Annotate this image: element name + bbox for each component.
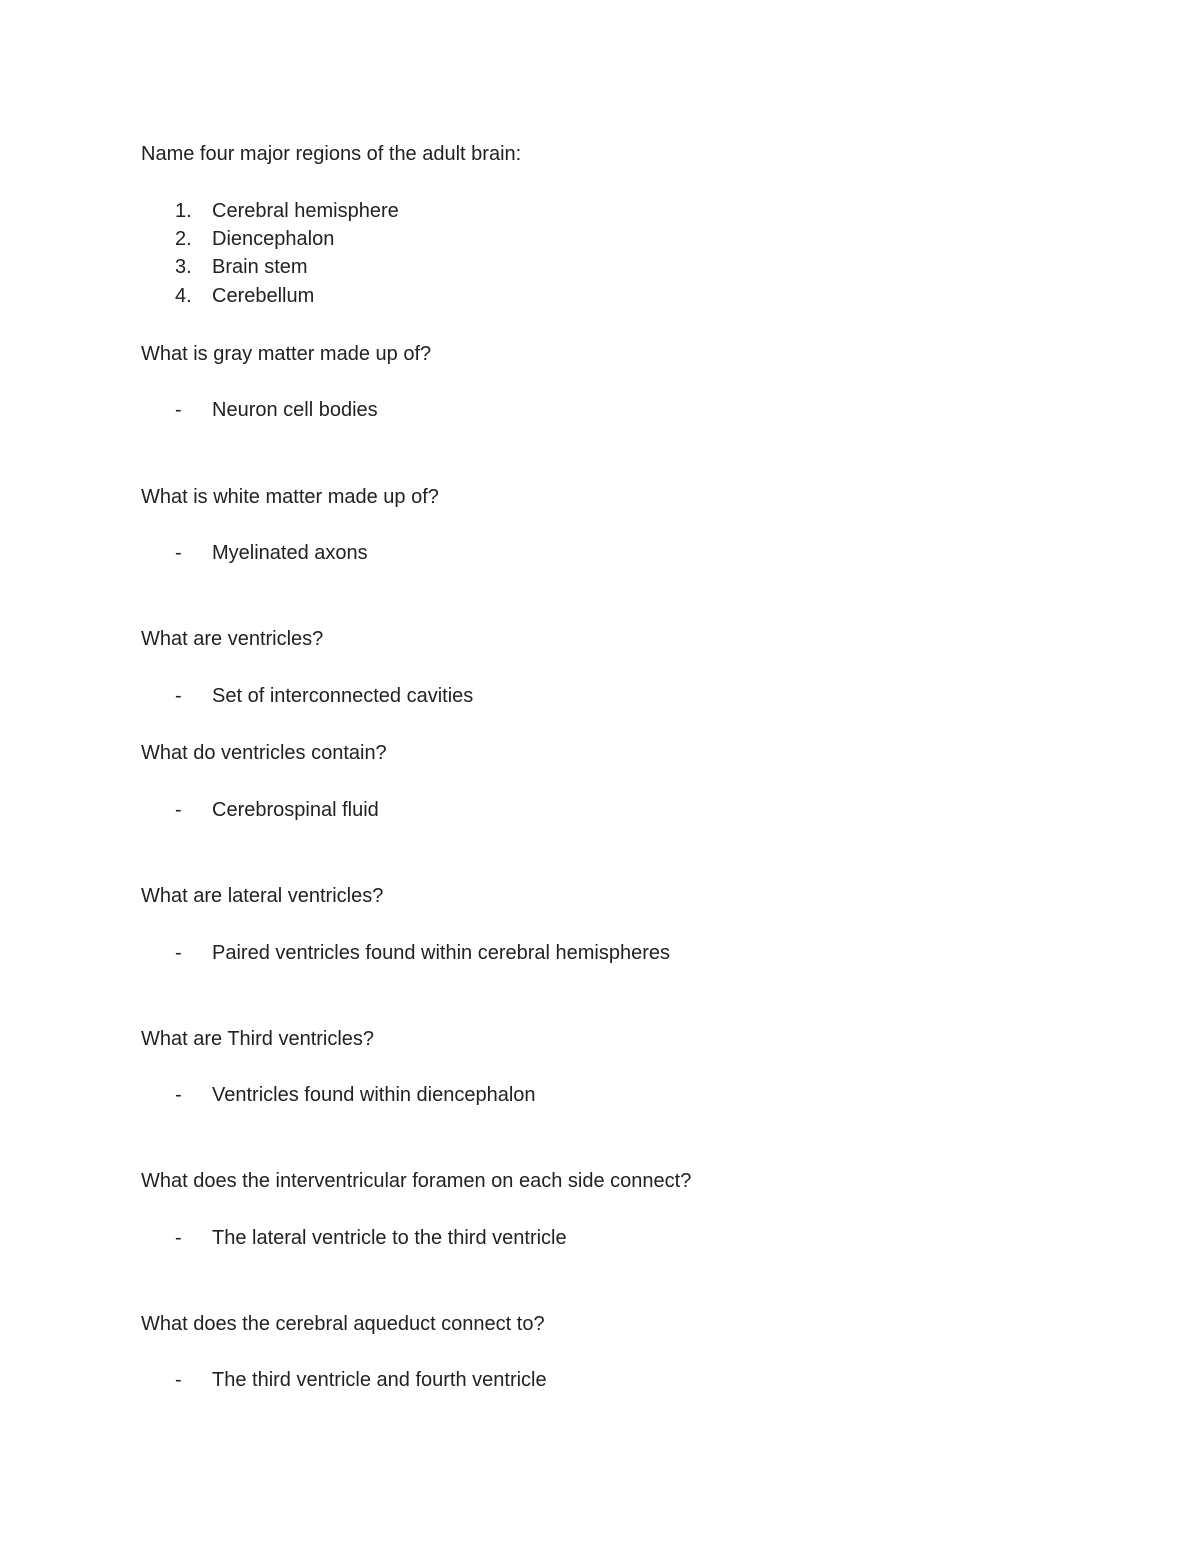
dash-bullet: -: [175, 1227, 182, 1249]
answer-white-matter: Myelinated axons: [212, 542, 368, 564]
dash-bullet: -: [175, 542, 182, 564]
dash-bullet: -: [175, 1084, 182, 1106]
question-gray-matter: What is gray matter made up of?: [141, 343, 432, 365]
dash-bullet: -: [175, 942, 182, 964]
answer-cerebral-aqueduct: The third ventricle and fourth ventricle: [212, 1369, 547, 1391]
list-item: Brain stem: [212, 256, 308, 278]
question-lateral-ventricles: What are lateral ventricles?: [141, 885, 384, 907]
list-item: Diencephalon: [212, 228, 335, 250]
question-third-ventricles: What are Third ventricles?: [141, 1028, 375, 1050]
question-ventricles: What are ventricles?: [141, 628, 324, 650]
answer-interventricular-foramen: The lateral ventricle to the third ventricle: [212, 1227, 567, 1249]
question-ventricles-contain: What do ventricles contain?: [141, 742, 387, 764]
answer-gray-matter: Neuron cell bodies: [212, 399, 378, 421]
question-white-matter: What is white matter made up of?: [141, 486, 439, 508]
question-regions: Name four major regions of the adult brain:: [141, 143, 522, 165]
dash-bullet: -: [175, 399, 182, 421]
list-item: Cerebral hemisphere: [212, 200, 399, 222]
dash-bullet: -: [175, 799, 182, 821]
list-number: 1.: [175, 200, 192, 222]
list-number: 2.: [175, 228, 192, 250]
dash-bullet: -: [175, 685, 182, 707]
list-number: 4.: [175, 285, 192, 307]
list-item: Cerebellum: [212, 285, 315, 307]
answer-ventricles-contain: Cerebrospinal fluid: [212, 799, 379, 821]
question-cerebral-aqueduct: What does the cerebral aqueduct connect to?: [141, 1313, 545, 1335]
question-interventricular-foramen: What does the interventricular foramen on each side connect?: [141, 1170, 692, 1192]
dash-bullet: -: [175, 1369, 182, 1391]
answer-lateral-ventricles: Paired ventricles found within cerebral hemispheres: [212, 942, 671, 964]
list-number: 3.: [175, 256, 192, 278]
answer-ventricles: Set of interconnected cavities: [212, 685, 474, 707]
answer-third-ventricles: Ventricles found within diencephalon: [212, 1084, 536, 1106]
